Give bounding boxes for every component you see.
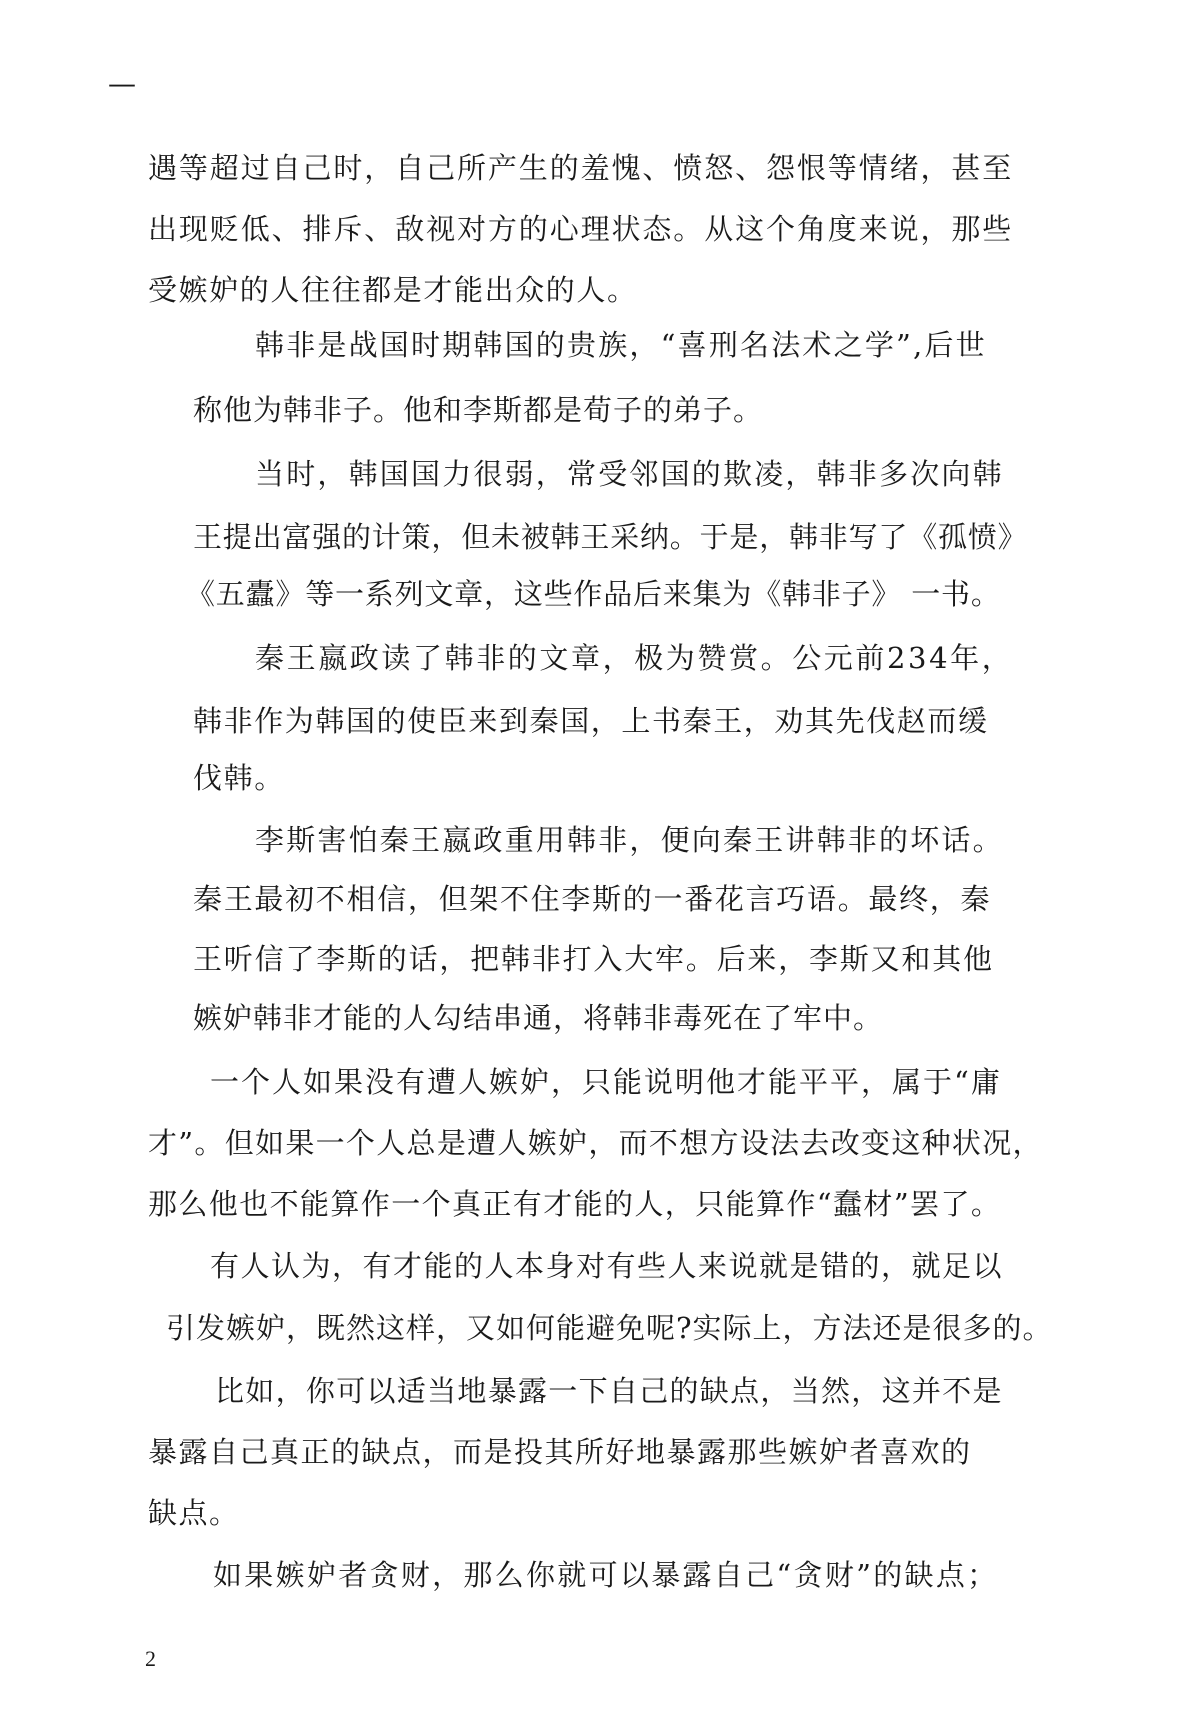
text-line: 一个人如果没有遭人嫉妒，只能说明他才能平平，属于“庸: [210, 1065, 1002, 1099]
text-line: 遇等超过自己时，自己所产生的羞愧、愤怒、怨恨等情绪，甚至: [148, 151, 1014, 185]
text-line: 韩非作为韩国的使臣来到秦国，上书秦王，劝其先伐赵而缓: [193, 704, 989, 738]
text-line: 那么他也不能算作一个真正有才能的人，只能算作“蠢材”罢了。: [148, 1187, 1002, 1221]
text-line: 嫉妒韩非才能的人勾结串通，将韩非毒死在了牢中。: [193, 1001, 884, 1035]
text-line: 称他为韩非子。他和李斯都是荀子的弟子。: [193, 393, 764, 427]
text-line: 当时，韩国国力很弱，常受邻国的欺凌，韩非多次向韩: [255, 457, 1004, 491]
text-line: 比如，你可以适当地暴露一下自己的缺点，当然，这并不是: [215, 1374, 1003, 1408]
text-line: 秦王嬴政读了韩非的文章，极为赞赏。公元前234年，: [255, 641, 1014, 675]
text-line: 有人认为，有才能的人本身对有些人来说就是错的，就足以: [210, 1249, 1004, 1283]
text-line: 才”。但如果一个人总是遭人嫉妒，而不想方设法去改变这种状况，: [148, 1126, 1043, 1160]
text-line: 如果嫉妒者贪财，那么你就可以暴露自己“贪财”的缺点；: [213, 1558, 999, 1592]
text-line: 《五蠹》等一系列文章，这些作品后来集为《韩非子》 一书。: [186, 577, 1001, 611]
text-line: 王提出富强的计策，但未被韩王采纳。于是，韩非写了《孤愤》: [193, 520, 1028, 554]
text-line: 王听信了李斯的话，把韩非打入大牢。后来，李斯又和其他: [193, 942, 994, 976]
text-line: 出现贬低、排斥、敌视对方的心理状态。从这个角度来说，那些: [148, 212, 1014, 246]
text-line: 韩非是战国时期韩国的贵族，“喜刑名法术之学”,后世: [255, 328, 987, 362]
text-line: 李斯害怕秦王嬴政重用韩非，便向秦王讲韩非的坏话。: [255, 823, 1004, 857]
text-line: 伐韩。: [193, 761, 285, 795]
text-line: 暴露自己真正的缺点，而是投其所好地暴露那些嫉妒者喜欢的: [148, 1435, 972, 1469]
corner-mark: —: [108, 67, 136, 100]
text-line: 受嫉妒的人往往都是才能出众的人。: [148, 273, 638, 307]
page-number: 2: [145, 1646, 156, 1671]
text-line: 秦王最初不相信，但架不住李斯的一番花言巧语。最终，秦: [193, 882, 992, 916]
text-line: 引发嫉妒，既然这样，又如何能避免呢?实际上，方法还是很多的。: [166, 1311, 1053, 1345]
text-line: 缺点。: [148, 1496, 240, 1530]
